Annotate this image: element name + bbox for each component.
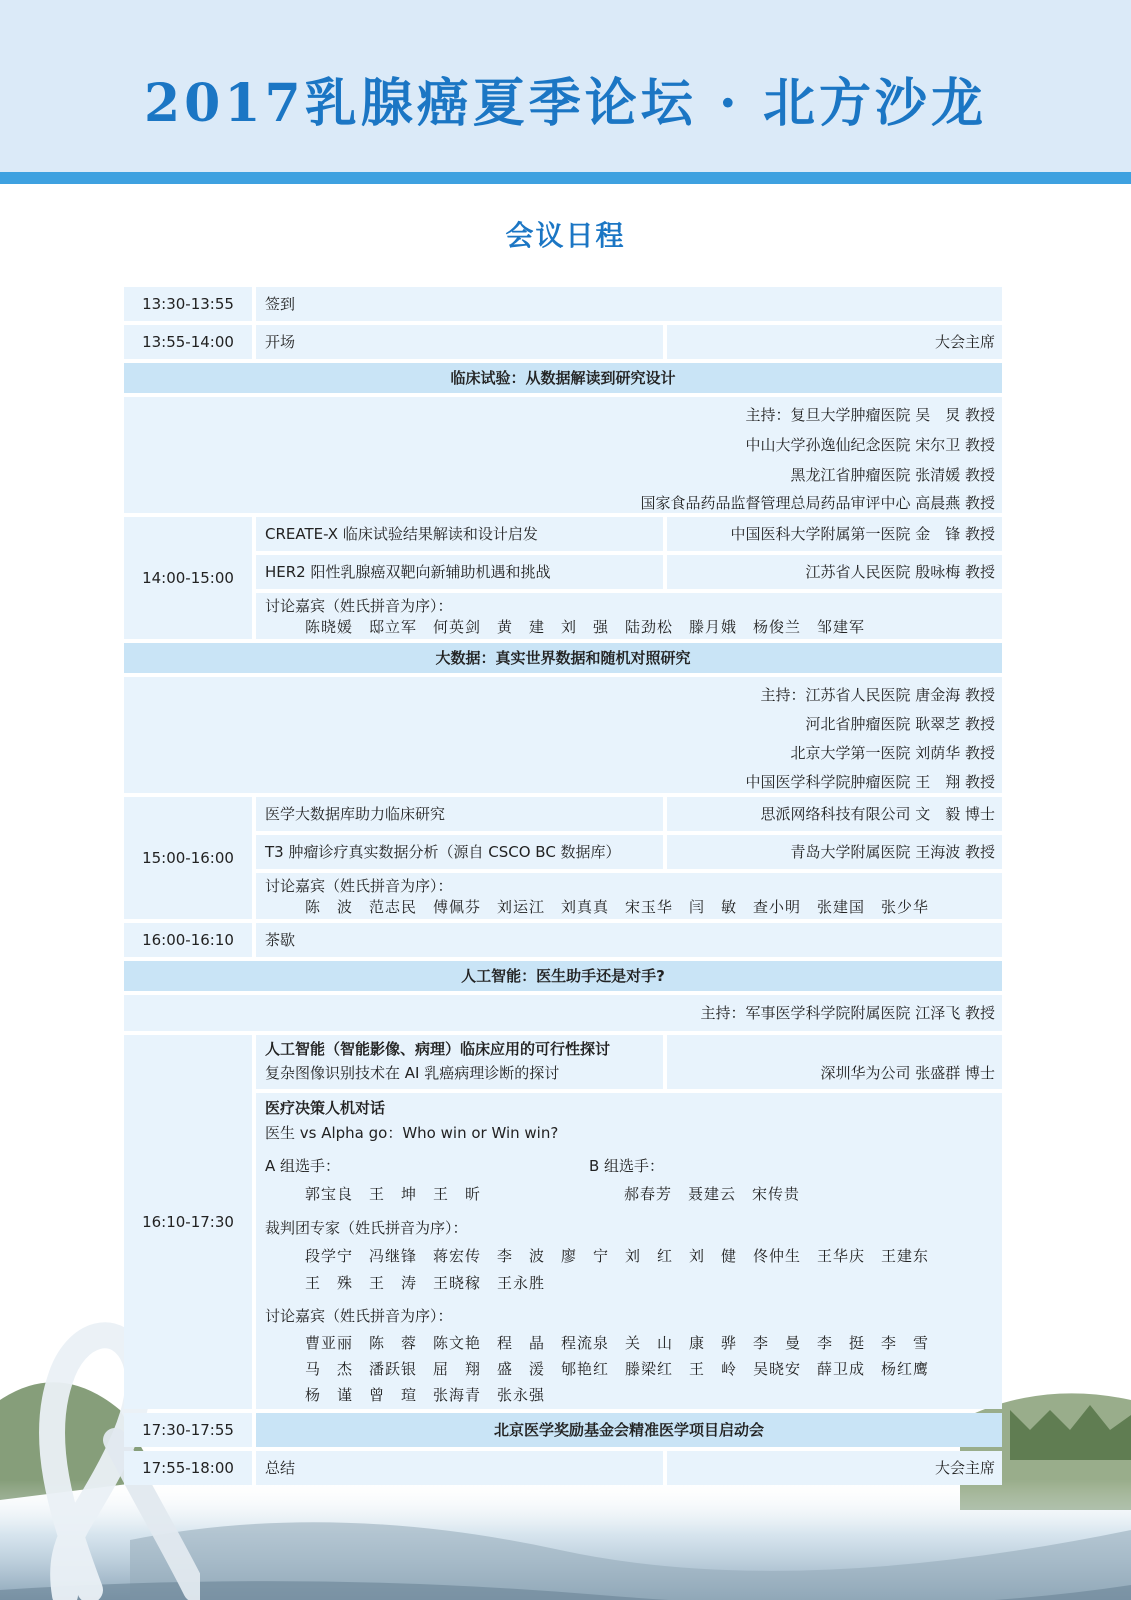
speaker-text: 思派网络科技有限公司 文 毅 博士	[760, 805, 995, 823]
team-b-label: B 组选手：	[589, 1157, 665, 1175]
section-title: 大数据：真实世界数据和随机对照研究	[435, 649, 691, 667]
discussion-label: 讨论嘉宾（姓氏拼音为序）：	[265, 877, 453, 895]
team-b-names: 郝春芳 聂建云 宋传贵	[624, 1185, 801, 1203]
discussion-names: 陈晓媛 邸立军 何英剑 黄 建 刘 强 陆劲松 滕月娥 杨俊兰 邹建军	[305, 618, 866, 636]
agenda-item: 签到	[265, 295, 296, 313]
team-a-label: A 组选手：	[265, 1157, 341, 1175]
section-title: 人工智能：医生助手还是对手?	[461, 967, 665, 985]
time-label: 17:55-18:00	[142, 1459, 234, 1477]
talk-topic: 复杂图像识别技术在 AI 乳癌病理诊断的探讨	[265, 1064, 560, 1082]
speaker-text: 中国医科大学附属第一医院 金 锋 教授	[730, 525, 995, 543]
agenda-item: 开场	[265, 333, 296, 351]
agenda-cell	[256, 1451, 663, 1485]
discussion-label: 讨论嘉宾（姓氏拼音为序）：	[265, 1307, 453, 1325]
time-label: 16:00-16:10	[142, 931, 234, 949]
talk-topic: HER2 阳性乳腺癌双靶向新辅助机遇和挑战	[265, 563, 551, 581]
agenda-item: 总结	[265, 1459, 296, 1477]
talk-topic: 人工智能（智能影像、病理）临床应用的可行性探讨	[265, 1040, 611, 1058]
schedule-heading: 会议日程	[505, 219, 626, 252]
agenda-cell	[256, 325, 663, 359]
talk-topic: 医学大数据库助力临床研究	[265, 805, 446, 823]
host-line: 国家食品药品监督管理总局药品审评中心 高晨燕 教授	[640, 494, 995, 512]
host-line: 河北省肿瘤医院 耿翠芝 教授	[805, 715, 995, 733]
speaker-text: 青岛大学附属医院 王海波 教授	[790, 843, 995, 861]
time-label: 13:30-13:55	[142, 295, 234, 313]
host-line: 主持：复旦大学肿瘤医院 吴 炅 教授	[745, 406, 995, 424]
header-stripe	[0, 172, 1131, 184]
time-label: 17:30-17:55	[142, 1421, 234, 1439]
debate-subtitle: 医生 vs Alpha go：Who win or Win win?	[265, 1124, 559, 1142]
time-label: 14:00-15:00	[142, 569, 234, 587]
discussion-names: 陈 波 范志民 傅佩芬 刘运江 刘真真 宋玉华 闫 敏 查小明 张建国 张少华	[305, 898, 930, 916]
host-line: 主持：军事医学科学院附属医院 江泽飞 教授	[700, 1004, 995, 1022]
talk-topic: CREATE-X 临床试验结果解读和设计启发	[265, 525, 538, 543]
agenda-item: 茶歇	[265, 931, 296, 949]
debate-title: 医疗决策人机对话	[265, 1099, 386, 1117]
discussion-label: 讨论嘉宾（姓氏拼音为序）：	[265, 597, 453, 615]
speaker-text: 大会主席	[934, 1459, 995, 1477]
section-title: 临床试验：从数据解读到研究设计	[450, 369, 676, 387]
page-title: 2017乳腺癌夏季论坛 · 北方沙龙	[143, 73, 988, 134]
host-line: 中国医学科学院肿瘤医院 王 翔 教授	[745, 773, 995, 791]
time-label: 13:55-14:00	[142, 333, 234, 351]
judges-names: 王 殊 王 涛 王晓稼 王永胜	[305, 1274, 546, 1292]
time-label: 15:00-16:00	[142, 849, 234, 867]
agenda-cell	[256, 923, 1002, 957]
host-line: 中山大学孙逸仙纪念医院 宋尔卫 教授	[745, 436, 995, 454]
judges-names: 段学宁 冯继锋 蒋宏传 李 波 廖 宁 刘 红 刘 健 佟仲生 王华庆 王建东	[305, 1247, 930, 1265]
speaker-text: 江苏省人民医院 殷咏梅 教授	[805, 563, 995, 581]
speaker-text: 大会主席	[934, 333, 995, 351]
team-a-names: 郭宝良 王 坤 王 昕	[305, 1185, 482, 1203]
discussion-names: 杨 谨 曾 瑄 张海青 张永强	[305, 1386, 546, 1404]
discussion-names: 曹亚丽 陈 蓉 陈文艳 程 晶 程流泉 关 山 康 骅 李 曼 李 挺 李 雪	[305, 1334, 930, 1352]
judges-label: 裁判团专家（姓氏拼音为序）：	[265, 1219, 468, 1237]
agenda-cell	[256, 287, 1002, 321]
host-line: 黑龙江省肿瘤医院 张清媛 教授	[790, 466, 995, 484]
host-line: 主持：江苏省人民医院 唐金海 教授	[760, 686, 995, 704]
launch-title: 北京医学奖励基金会精准医学项目启动会	[493, 1421, 764, 1439]
speaker-text: 深圳华为公司 张盛群 博士	[820, 1064, 995, 1082]
talk-topic: T3 肿瘤诊疗真实数据分析（源自 CSCO BC 数据库）	[265, 843, 621, 861]
discussion-names: 马 杰 潘跃银 屈 翔 盛 湲 郇艳红 滕梁红 王 岭 吴晓安 薛卫成 杨红鹰	[305, 1360, 930, 1378]
host-line: 北京大学第一医院 刘荫华 教授	[790, 744, 995, 762]
time-label: 16:10-17:30	[142, 1213, 234, 1231]
